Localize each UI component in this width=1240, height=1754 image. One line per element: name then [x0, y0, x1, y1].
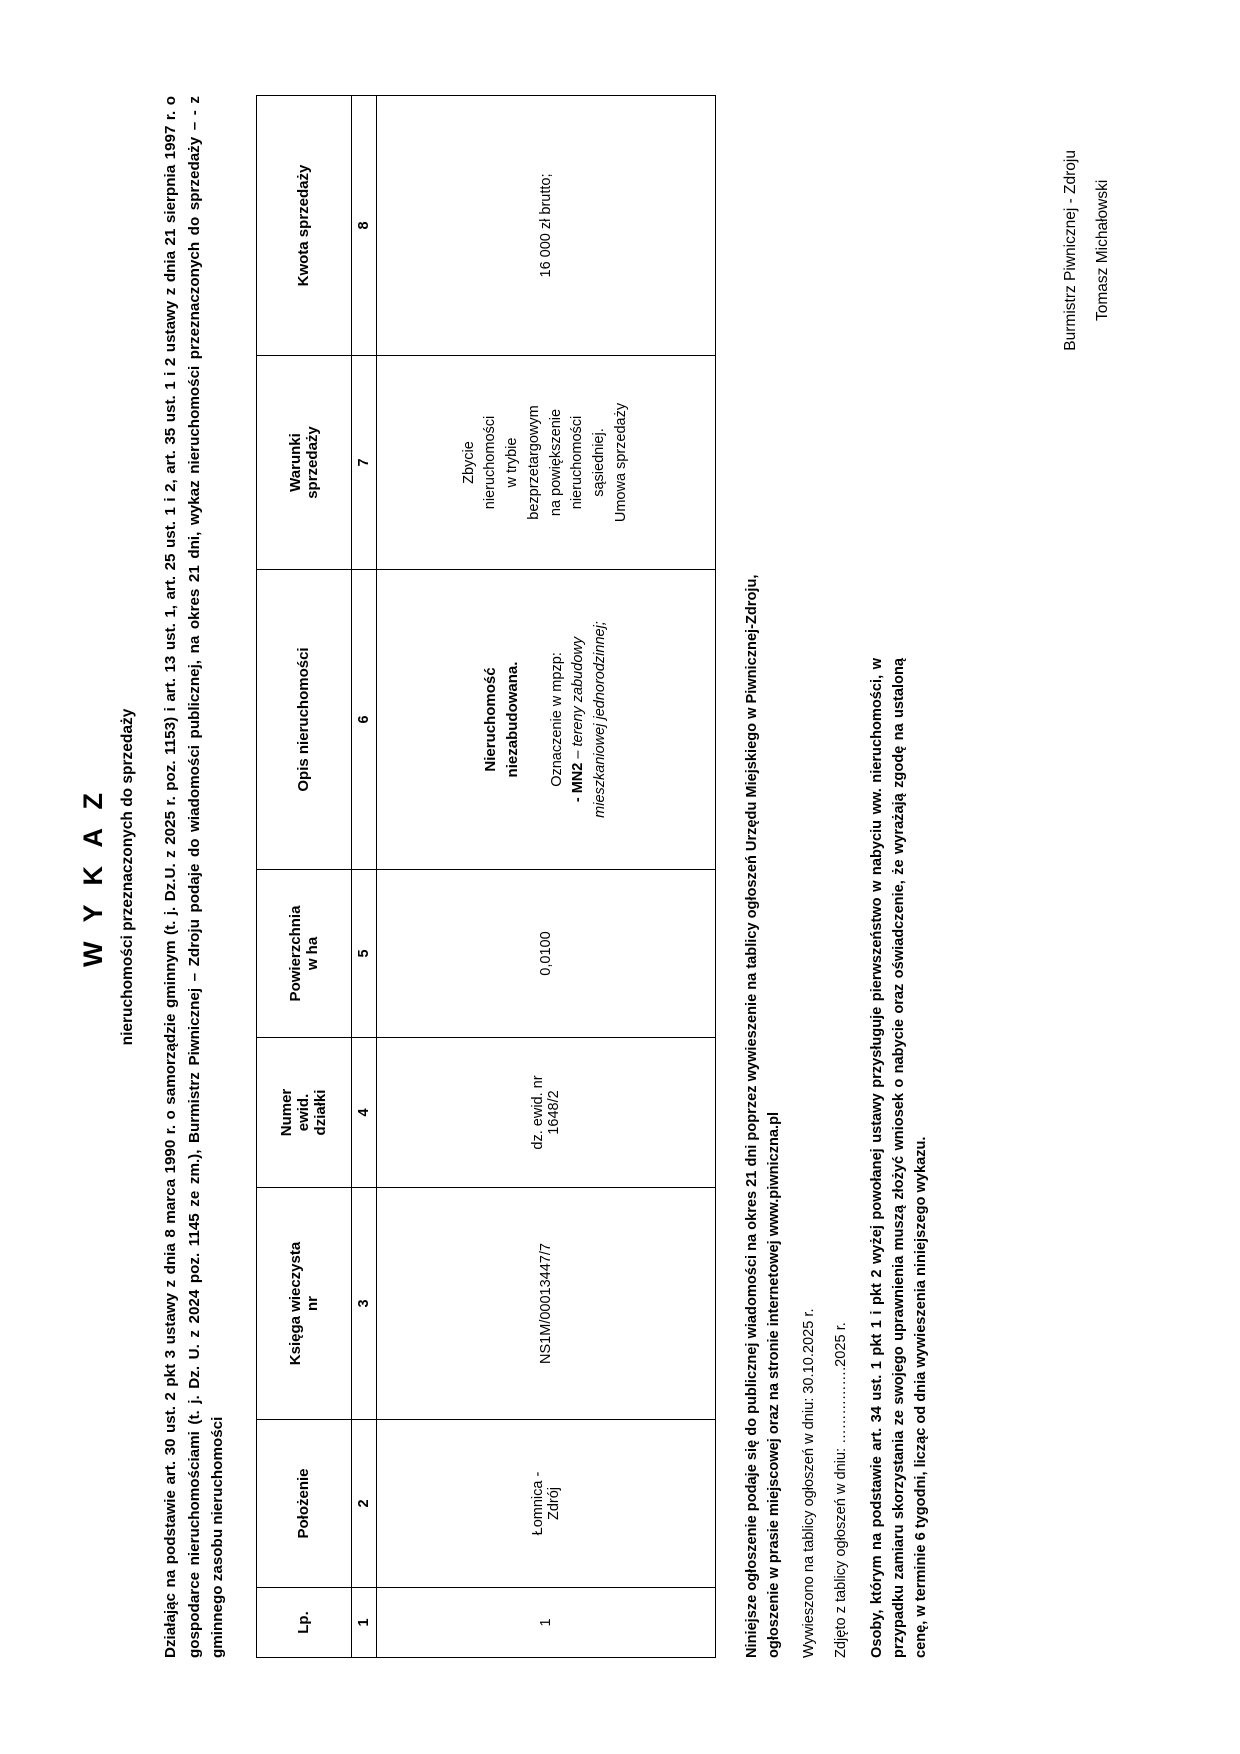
- cell-polozenie-line1: Łomnica -: [529, 1471, 546, 1536]
- col-header-powierzchnia-line1: Powierzchnia: [286, 905, 304, 1002]
- posted-date-line: Wywieszono na tablicy ogłoszeń w dniu: 30.10.2025 r.: [801, 1308, 818, 1658]
- col-header-powierzchnia-line2: w ha: [303, 936, 321, 971]
- intro-paragraph: [159, 96, 230, 1658]
- cell-opis-heading-line1: Nieruchomość: [481, 667, 499, 772]
- col-num-1: 1: [351, 1588, 376, 1658]
- col-header-warunki-line2: sprzedaży: [303, 426, 321, 499]
- col-header-dzialka-line3: działki: [312, 1089, 330, 1136]
- pre-emption-rights-note: Osoby, którym na podstawie art. 34 ust. 1 pkt 1 i pkt 2 wyżej powołanej ustawy przysługuje pierwszeństwo w nabyciu ww. nieruchomości, w przypadku zamiaru skorzystania ze swojego uprawnienia muszą złożyć wniosek o nabycie oraz oświadczenie, że wyrażają zgodę na ustaloną cenę, w terminie 6 tygodni, licząc od dnia wywieszenia niniejszego wykazu.: [869, 658, 930, 1658]
- cell-powierzchnia: 0,0100: [376, 870, 715, 1038]
- cell-warunki-line2: nieruchomości: [482, 415, 499, 510]
- intro-text: Działając na podstawie art. 30 ust. 2 pkt 3 ustawy z dnia 8 marca 1990 r. o samorządzie gminnym (t. j. Dz.U. z 2025 r. poz. 1153) i art. 13 ust. 1, art. 25 ust. 1 i 2, art. 35 ust. 1 i 2 ustawy z dnia 21 sierpnia 1997 r. o gospodarce nieruchomościami (t. j. Dz. U. z 2024 poz. 1145 ze zm.), Burmistrz Piwnicznej – Zdroju podaje do wiadomości publicznej, na okres 21 dni, wykaz nieruchomości przeznaczonych do sprzedaży – - z gminnego zasobu nieruchomości: [162, 96, 227, 1658]
- col-header-ksiega-line1: Księga wieczysta: [286, 1241, 304, 1366]
- col-num-7: 7: [351, 356, 376, 570]
- cell-opis-line1: Oznaczenie w mpzp:: [548, 652, 565, 787]
- cell-dzialka-line1: dz. ewid. nr: [529, 1075, 546, 1150]
- signature-role: Burmistrz Piwnicznej - Zdroju: [1061, 150, 1079, 351]
- cell-lp: 1: [376, 1588, 715, 1658]
- cell-warunki-line5: na powiększenie: [547, 408, 564, 517]
- cell-opis-heading-line2: niezabudowana.: [504, 661, 522, 778]
- cell-warunki-line1: Zbycie: [460, 441, 477, 484]
- col-num-2: 2: [351, 1420, 376, 1588]
- cell-opis-heading: [480, 573, 525, 866]
- col-header-warunki-line1: Warunki: [286, 433, 304, 492]
- page-title: W Y K A Z: [78, 787, 108, 968]
- page-subtitle: nieruchomości przeznaczonych do sprzedaży: [119, 708, 136, 1046]
- col-header-dzialka: [256, 1038, 351, 1188]
- signature-name: Tomasz Michałowski: [1094, 179, 1112, 321]
- cell-dzialka: [376, 1038, 715, 1188]
- cell-warunki: [376, 356, 715, 570]
- col-header-lp: Lp.: [256, 1588, 351, 1658]
- cell-opis-mpzp-desc: – tereny zabudowy: [570, 636, 587, 763]
- cell-warunki-line8: Umowa sprzedaży: [612, 402, 629, 523]
- col-num-3: 3: [351, 1188, 376, 1420]
- footer-section: [742, 96, 933, 1658]
- cell-polozenie: [376, 1420, 715, 1588]
- col-num-4: 4: [351, 1038, 376, 1188]
- col-header-dzialka-line1: Numer: [278, 1088, 296, 1137]
- col-header-ksiega: [256, 1188, 351, 1420]
- col-header-polozenie: Położenie: [256, 1420, 351, 1588]
- cell-opis-line3: mieszkaniowej jednorodzinnej;: [592, 621, 609, 818]
- table-header-row: [256, 96, 351, 1658]
- cell-dzialka-line2: 1648/2: [545, 1090, 562, 1135]
- table-number-row: [351, 96, 376, 1658]
- col-num-8: 8: [351, 96, 376, 356]
- publication-note-line2: ogłoszenie w prasie miejscowej oraz na stronie internetowej www.piwniczna.pl: [765, 1111, 782, 1658]
- cell-opis-mpzp-code: - MN2: [570, 762, 587, 803]
- cell-opis: [376, 570, 715, 870]
- col-num-6: 6: [351, 570, 376, 870]
- cell-kwota: 16 000 zł brutto;: [376, 96, 715, 356]
- cell-warunki-line6: nieruchomości: [569, 415, 586, 510]
- publication-note: [742, 96, 786, 1658]
- col-num-5: 5: [351, 870, 376, 1038]
- properties-table: [256, 95, 716, 1658]
- col-header-powierzchnia: [256, 870, 351, 1038]
- cell-warunki-line7: sąsiedniej.: [591, 428, 608, 497]
- publication-note-line1: Niniejsze ogłoszenie podaje się do publicznej wiadomości na okres 21 dni poprzez wywieszenie na tablicy ogłoszeń Urzędu Miejskiego w Piwnicznej-Zdroju,: [743, 574, 760, 1658]
- col-header-kwota: Kwota sprzedaży: [256, 96, 351, 356]
- col-header-dzialka-line2: ewid.: [295, 1093, 313, 1132]
- table-row: [376, 96, 715, 1658]
- cell-warunki-line4: bezprzetargowym: [525, 405, 542, 520]
- signature-block: [1055, 150, 1120, 351]
- cell-warunki-line3: w trybie: [504, 437, 521, 488]
- cell-polozenie-line2: Zdrój: [545, 1486, 562, 1521]
- col-header-opis: Opis nieruchomości: [256, 570, 351, 870]
- col-header-warunki: [256, 356, 351, 570]
- cell-ksiega: NS1M/00013447/7: [376, 1188, 715, 1420]
- removed-date-line: Zdjęto z tablicy ogłoszeń w dniu: …………….2025 r.: [833, 1322, 850, 1658]
- cell-opis-body: [547, 573, 612, 866]
- col-header-ksiega-line2: nr: [303, 1296, 321, 1311]
